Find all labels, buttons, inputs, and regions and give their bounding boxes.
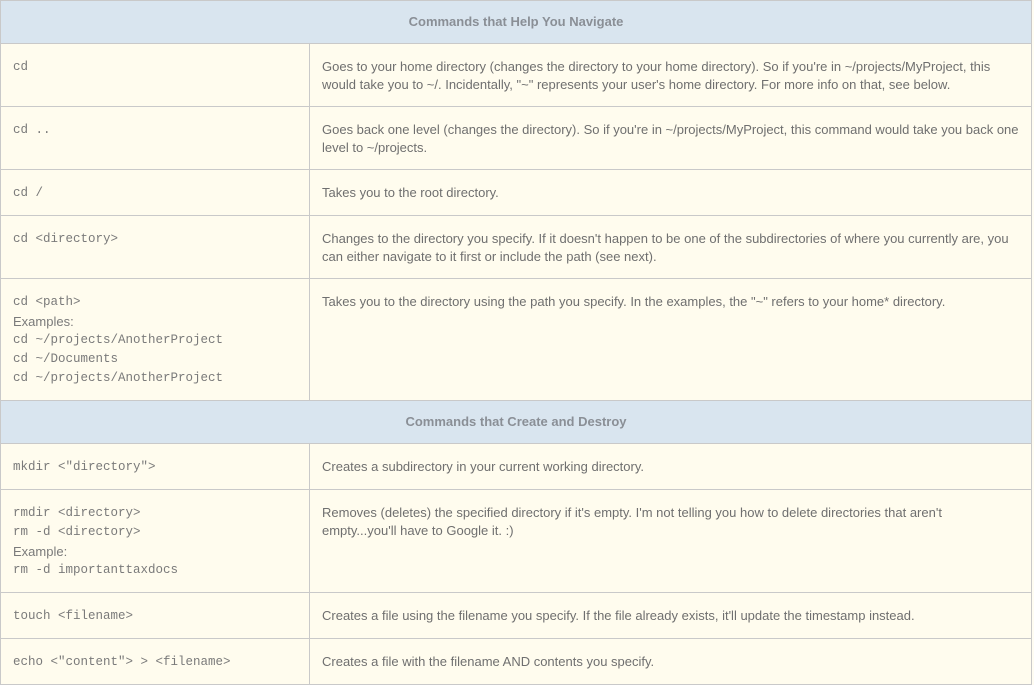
command-example: cd ~/projects/AnotherProject xyxy=(13,371,224,385)
command-text: cd <directory> xyxy=(13,232,119,246)
example-label: Example: xyxy=(13,544,68,559)
command-cell xyxy=(1,639,310,685)
table-row xyxy=(1,216,1032,279)
command-example: rm -d importanttaxdocs xyxy=(13,563,179,577)
description-cell: Takes you to the directory using the path you specify. In the examples, the "~" refers to your home* directory. xyxy=(310,279,1032,401)
table-row xyxy=(1,444,1032,490)
command-text: rmdir <directory> xyxy=(13,506,141,520)
command-cell xyxy=(1,444,310,490)
section-title: Commands that Create and Destroy xyxy=(1,401,1032,444)
description-cell: Goes to your home directory (changes the directory to your home directory). So if you're in ~/projects/MyProject, this would take you to ~/. Incidentally, "~" represents your user's home directory. For more info on that, see below. xyxy=(310,44,1032,107)
command-text: cd xyxy=(13,60,29,74)
command-text: echo <"content"> > <filename> xyxy=(13,655,231,669)
command-text: mkdir <"directory"> xyxy=(13,460,156,474)
table-row xyxy=(1,279,1032,401)
description-cell: Creates a file using the filename you specify. If the file already exists, it'll update the timestamp instead. xyxy=(310,593,1032,639)
command-text: cd <path> xyxy=(13,295,81,309)
section-title: Commands that Help You Navigate xyxy=(1,1,1032,44)
command-example: cd ~/projects/AnotherProject xyxy=(13,333,224,347)
table-row xyxy=(1,490,1032,593)
command-cell xyxy=(1,490,310,593)
description-cell: Changes to the directory you specify. If it doesn't happen to be one of the subdirectories of where you currently are, you can either navigate to it first or include the path (see next). xyxy=(310,216,1032,279)
command-cell xyxy=(1,216,310,279)
description-cell: Creates a subdirectory in your current working directory. xyxy=(310,444,1032,490)
command-cell xyxy=(1,279,310,401)
description-cell: Removes (deletes) the specified directory if it's empty. I'm not telling you how to delete directories that aren't empty...you'll have to Google it. :) xyxy=(310,490,1032,593)
table-row xyxy=(1,593,1032,639)
section-header-row xyxy=(1,401,1032,444)
table-row xyxy=(1,170,1032,216)
command-cell xyxy=(1,170,310,216)
description-cell: Takes you to the root directory. xyxy=(310,170,1032,216)
command-example: cd ~/Documents xyxy=(13,352,119,366)
description-cell: Goes back one level (changes the directory). So if you're in ~/projects/MyProject, this command would take you back one level to ~/projects. xyxy=(310,107,1032,170)
command-text: rm -d <directory> xyxy=(13,525,141,539)
description-cell: Creates a file with the filename AND contents you specify. xyxy=(310,639,1032,685)
examples-label: Examples: xyxy=(13,314,74,329)
command-text: cd / xyxy=(13,186,44,200)
table-row xyxy=(1,639,1032,685)
table-row xyxy=(1,44,1032,107)
section-header-row xyxy=(1,1,1032,44)
command-text: touch <filename> xyxy=(13,609,134,623)
command-cell xyxy=(1,44,310,107)
table-row xyxy=(1,107,1032,170)
command-cell xyxy=(1,107,310,170)
command-text: cd .. xyxy=(13,123,51,137)
command-cell xyxy=(1,593,310,639)
